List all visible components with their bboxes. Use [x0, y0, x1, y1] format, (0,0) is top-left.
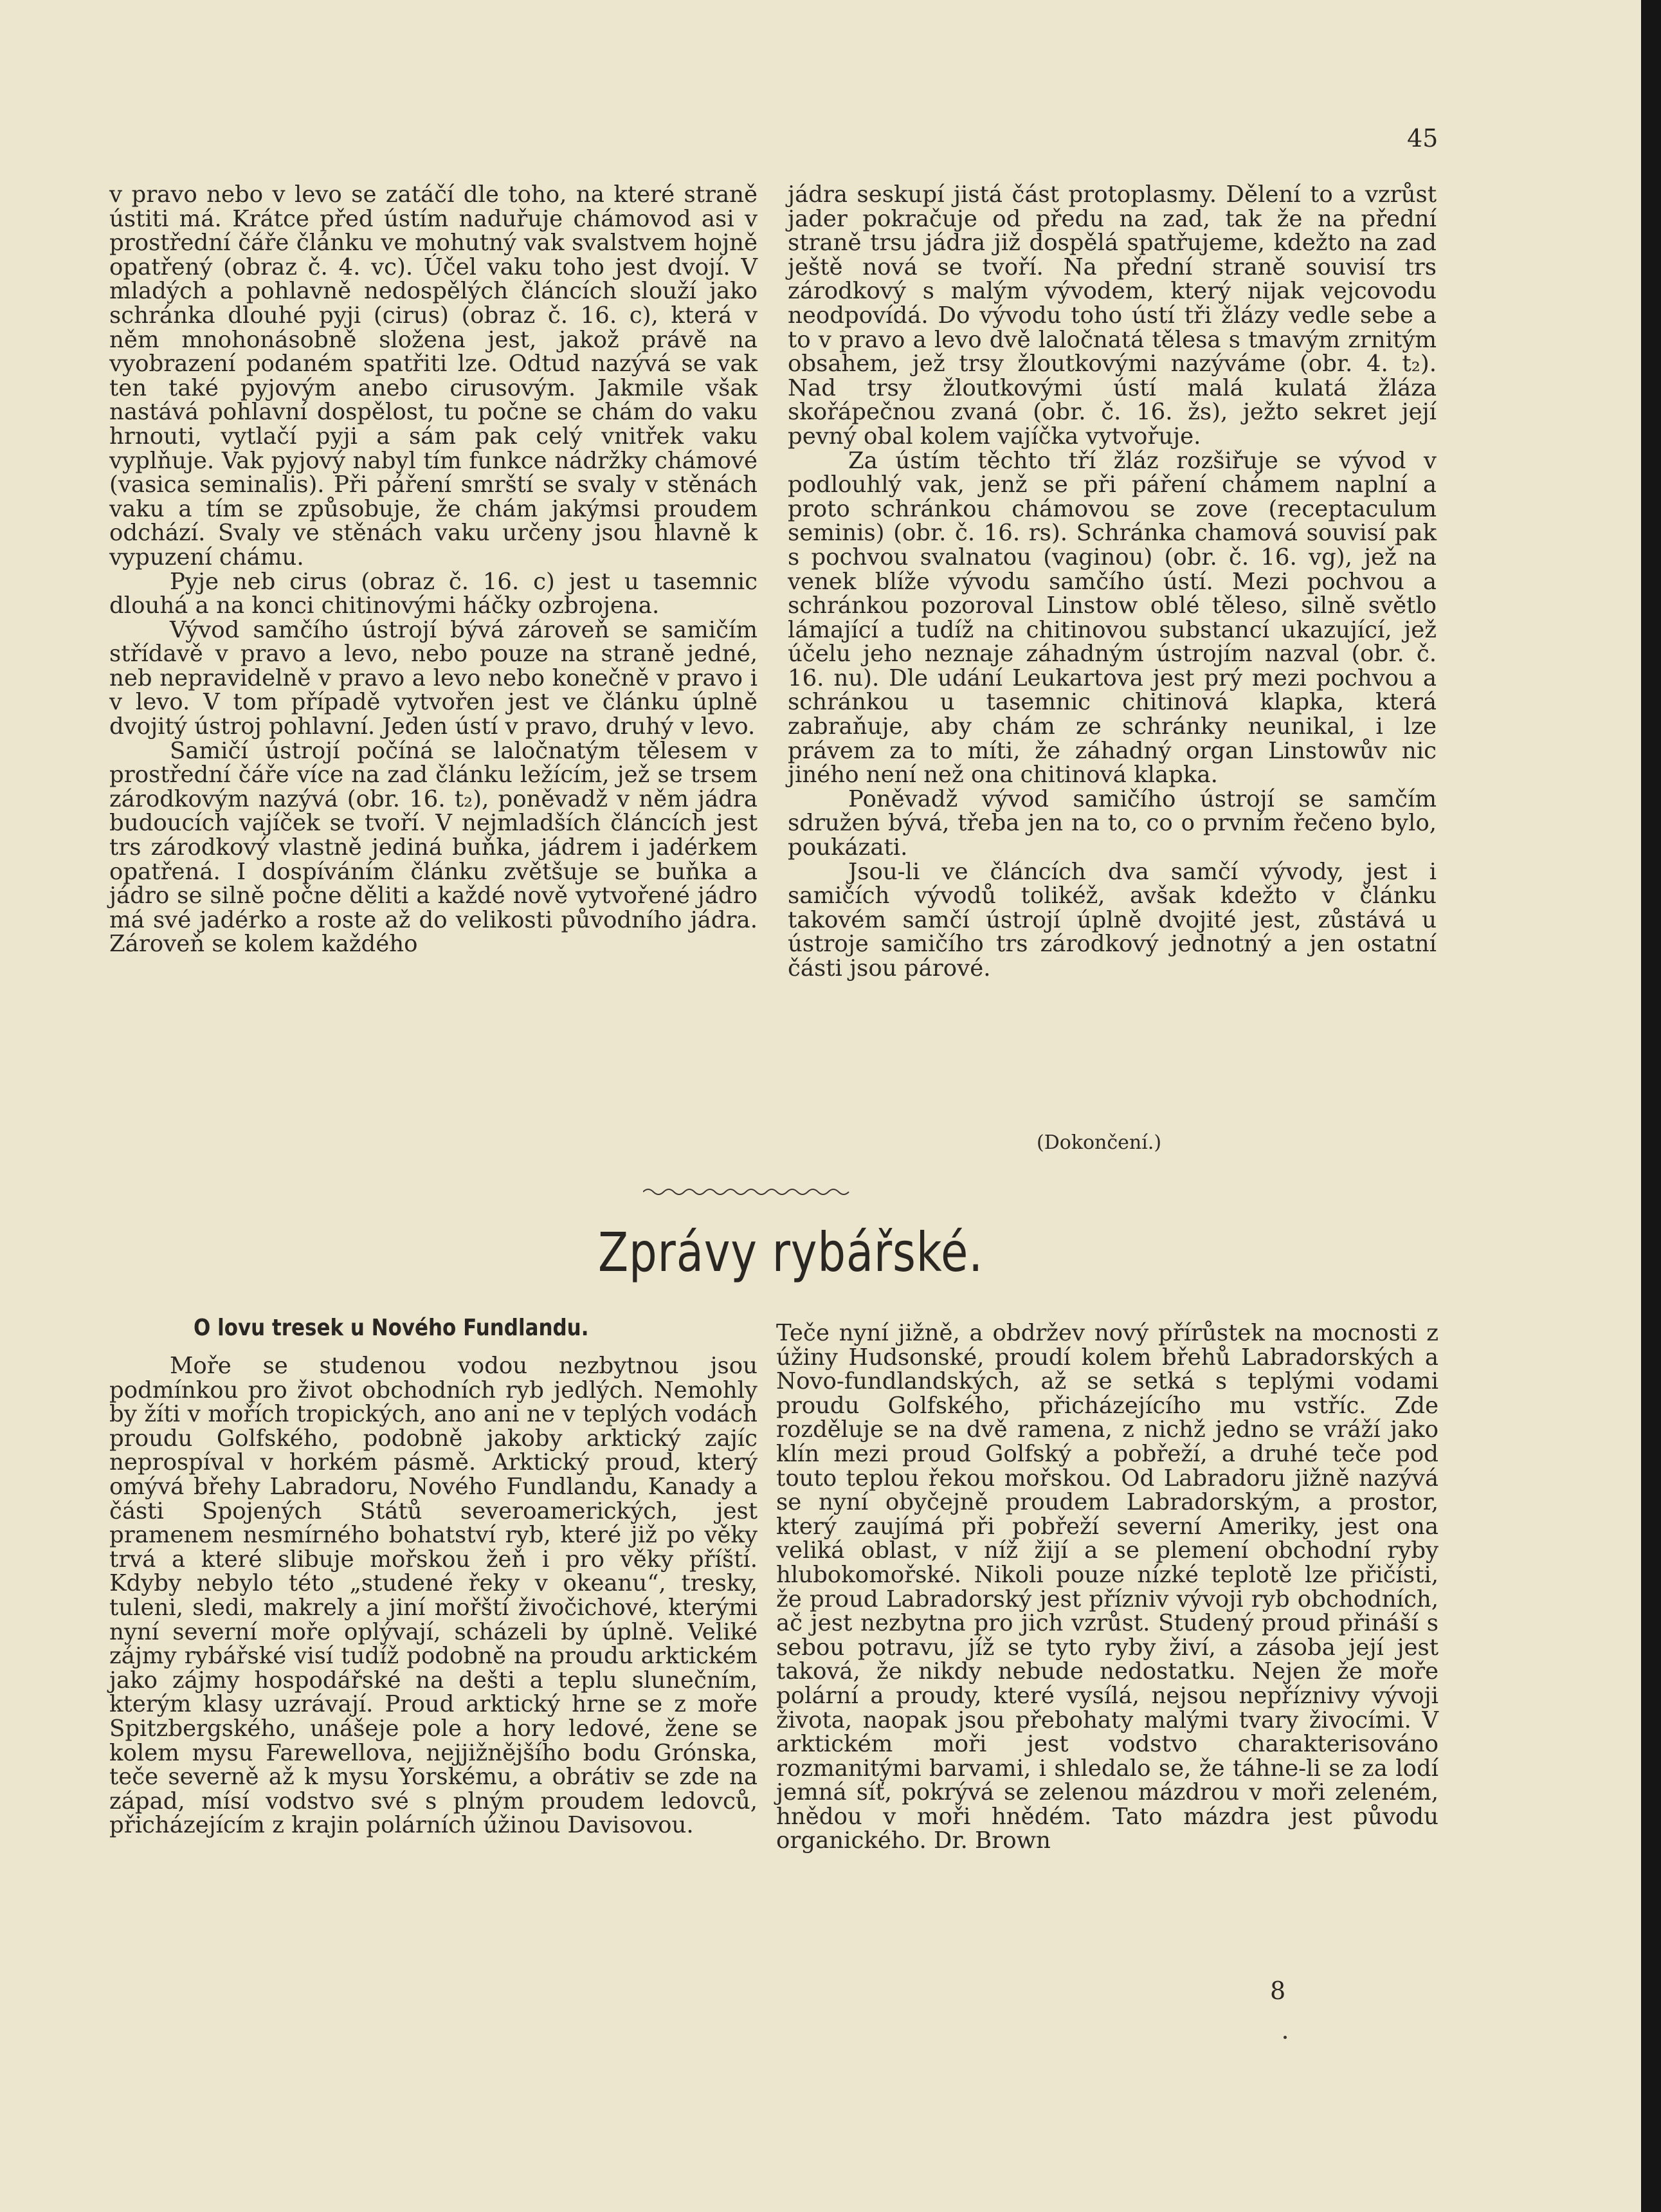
paragraph: jádra seskupí jistá část protoplasmy. Dělení to a vzrůst jader pokračuje od předu na zad, tak že na přední straně trsu jádra již dospělá spatřujeme, kdežto na zad ještě nová se tvoří. Na přední straně souvisí trs zárodkový s malým vývodem, který nijak vejcovodu neodpovídá. Do vývodu toho ústí tři žlázy vedle sebe a to v pravo a levo dvě laločnatá tělesa s tmavým zrnitým obsahem, jež trsy žloutkovými nazýváme (obr. 4. t₂). Nad trsy žloutkovými ústí malá kulatá žláza skořápečnou zvaná (obr. č. 16. žs), ježto sekret její pevný obal kolem vajíčka vytvořuje. [788, 181, 1437, 450]
paragraph: Za ústím těchto tří žláz rozšiřuje se vývod v podlouhlý vak, jenž se při páření chámem naplní a proto schránkou chámovou se zove (receptaculum seminis) (obr. č. 16. rs). Schránka chamová souvisí pak s pochvou svalnatou (vaginou) (obr. č. 16. vg), jež na venek blíže vývodu samčího ústí. Mezi pochvou a schránkou pozoroval Linstow oblé těleso, silně světlo lámající a tudíž na chitinovou substancí ukazující, jež účelu jeho neznaje záhadným ústrojím nazval (obr. č. 16. nu). Dle udání Leukartova jest prý mezi pochvou a schránkou u tasemnic chitinová klapka, která zabraňuje, aby chám ze schránky neunikal, i lze právem za to míti, že záhadný organ Linstowův nic jiného není než ona chitinová klapka. [788, 447, 1437, 789]
paragraph: Pyje neb cirus (obraz č. 16. c) jest u tasemnic dlouhá a na konci chitinovými háčky ozbrojena. [109, 568, 758, 619]
paragraph: Samičí ústrojí počíná se laločnatým tělesem v prostřední čáře více na zad článku ležícím, jež se trsem zárodkovým nazývá (obr. 16. t₂), poněvadž v něm jádra budoucích vajíček se tvoří. V nejmladších článcích jest trs zárodkový vlastně jediná buňka, jádrem i jadérkem opatřená. I dospíváním článku zvětšuje se buňka a jádro se silně počne děliti a každé nově vytvořené jádro má své jadérko a roste až do velikosti původního jádra. Zároveň se kolem každého [109, 737, 758, 958]
paragraph: Vývod samčího ústrojí bývá zároveň se samičím střídavě v pravo a levo, nebo pouze na straně jedné, neb nepravidelně v pravo a levo nebo konečně v pravo i v levo. V tom případě vytvořen jest ve článku úplně dvojitý ústroj pohlavní. Jeden ústí v pravo, druhý v levo. [109, 616, 758, 740]
column-right-top [788, 183, 1437, 981]
paragraph: v pravo nebo v levo se zatáčí dle toho, na které straně ústiti má. Krátce před ústím naduřuje chámovod asi v prostřední čáře článku ve mohutný vak svalstvem hojně opatřený (obraz č. 4. vc). Účel vaku toho jest dvojí. V mladých a pohlavně nedospělých článcích slouží jako schránka dlouhé pyji (cirus) (obraz č. 16. c), která v něm mnohonásobně složena jest, jakož právě na vyobrazení podaném spatřiti lze. Odtud nazývá se vak ten také pyjovým anebo cirusovým. Jakmile však nastává pohlavní dospělost, tu počne se chám do vaku hrnouti, vytlačí pyji a sám pak celý vnitřek vaku vyplňuje. Vak pyjový nabyl tím funkce nádržky chámové (vasica seminalis). Při páření smrští se svaly v stěnách vaku a tím se způsobuje, že chám jakýmsi proudem odchází. Svaly ve stěnách vaku určeny jsou hlavně k vypuzení chámu. [109, 181, 758, 571]
signature-mark: 8 [1270, 1977, 1286, 2005]
article-title: O lovu tresek u Nového Fundlandu. [194, 1315, 589, 1341]
column-left-top [109, 183, 758, 956]
paragraph: Moře se studenou vodou nezbytnou jsou podmínkou pro život obchodních ryb jedlých. Nemohly by žíti v mořích tropických, ano ani ne v teplých vodách proudu Golfského, podobně jakoby arktický zajíc neprospíval v horkém pásmě. Arktický proud, který omývá břehy Labradoru, Nového Fundlandu, Kanady a části Spojených Států severoamerických, jest pramenem nesmírného bohatství ryb, které již po věky trvá a které slibuje mořskou žeň i pro věky příští. Kdyby nebylo této „studené řeky v okeanu“, tresky, tuleni, sledi, makrely a jiní mořští živočichové, kterými nyní severní moře oplývají, scházeli by úplně. Veliké zájmy rybářské visí tudíž podobně na proudu arktickém jako zájmy hospodářské na dešti a teplu slunečním, kterým klasy uzrávají. Proud arktický hrne se z moře Spitzbergského, unášeje pole a hory ledové, žene se kolem mysu Farewellova, nejjižnějšího bodu Grónska, teče severně až k mysu Yorskému, a obrátiv se zde na západ, mísí vodstvo své s plným proudem ledovců, přicházejícím z krajin polárních úžinou Davisovou. [109, 1353, 758, 1839]
column-left-bottom [109, 1354, 758, 1838]
column-right-bottom [776, 1321, 1439, 1853]
paragraph: Jsou-li ve článcích dva samčí vývody, jest i samičích vývodů tolikéž, avšak kdežto v článku takovém samčí ústrojí úplně dvojité jest, zůstává u ústroje samičího trs zárodkový jednotný a jen ostatní části jsou párové. [788, 858, 1437, 982]
section-heading: Zprávy rybářské. [598, 1221, 983, 1284]
paragraph: Poněvadž vývod samičího ústrojí se samčím sdružen bývá, třeba jen na to, co o prvním řečeno bylo, poukázati. [788, 785, 1437, 861]
ink-dot [1284, 2036, 1287, 2039]
continued-note: (Dokončení.) [1037, 1131, 1162, 1154]
paragraph: Teče nyní jižně, a obdržev nový přírůstek na mocnosti z úžiny Hudsonské, proudí kolem břehů Labradorských a Novo-fundlandských, až se setká s teplými vodami proudu Golfského, přicházejícího mu vstříc. Zde rozděluje se na dvě ramena, z nichž jedno se vráží jako klín mezi proud Golfský a pobřeží, a druhé teče pod touto teplou řekou mořskou. Od Labradoru jižně nazývá se nyní obyčejně proudem Labradorským, a prostor, který zaujímá při pobřeží severní Ameriky, jest ona veliká oblast, v níž žijí a se plemení obchodní ryby hlubokomořské. Nikoli pouze nízké teplotě lze přičísti, že proud Labradorský jest přízniv vývoji ryb obchodních, ač jest nezbytna pro jich vzrůst. Studený proud přináší s sebou potravu, jíž se tyto ryby živí, a zásoba její jest taková, že nikdy nebude nedostatku. Nejen že moře polární a proudy, které vysílá, nejsou nepříznivy vývoji života, naopak jsou přebohaty malými tvary živocími. V arktickém moři jest vodstvo charakterisováno rozmanitými barvami, i shledalo se, že táhne-li se za lodí jemná síť, pokrývá se zelenou mázdrou v moři zeleném, hnědou v moři hnědém. Tato mázdra jest původu organického. Dr. Brown [776, 1320, 1439, 1854]
page-number: 45 [1407, 124, 1439, 152]
wavy-divider [643, 1185, 855, 1198]
scan-edge [1641, 0, 1661, 2212]
